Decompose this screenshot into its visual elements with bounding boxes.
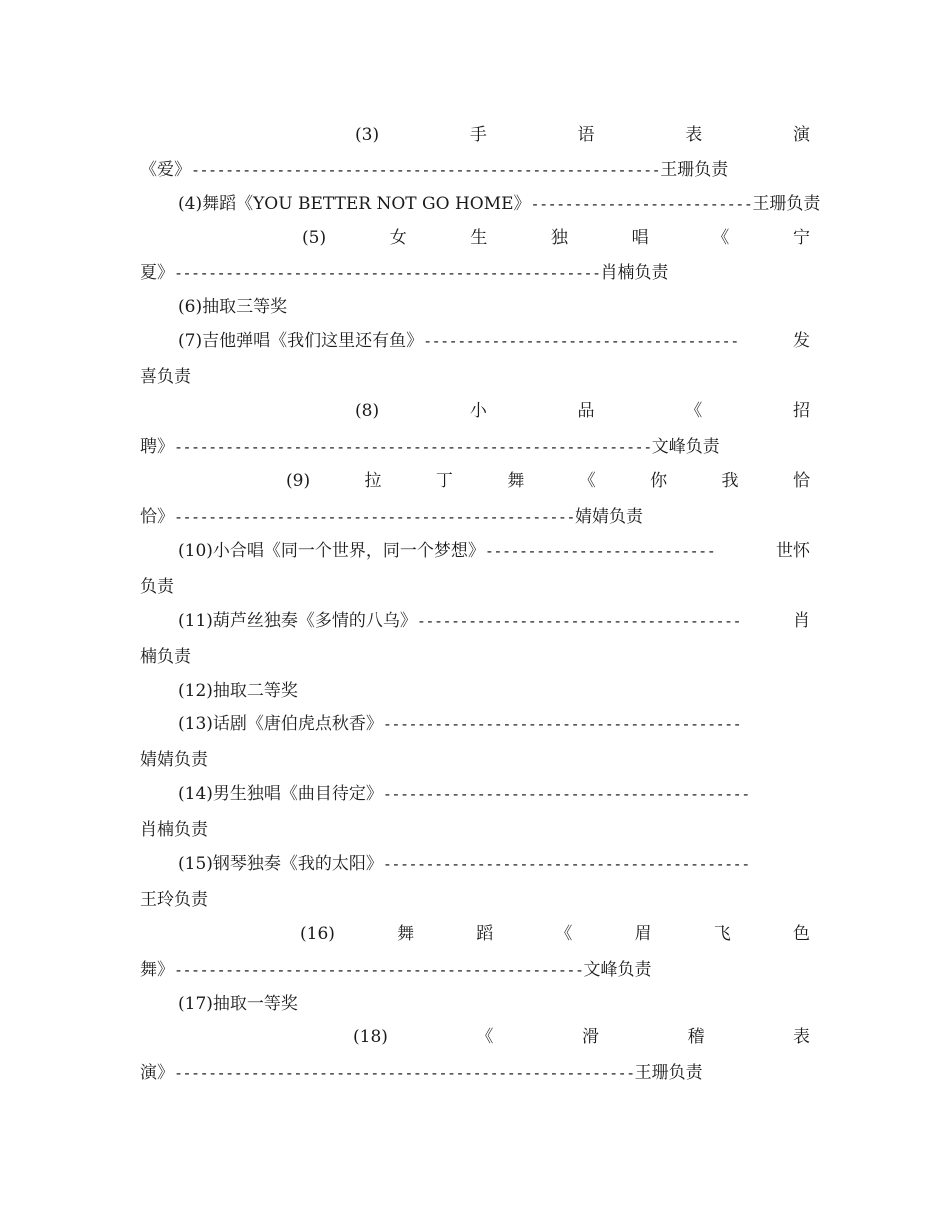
item-text: 舞》 — [140, 960, 174, 980]
item-number: (16) — [300, 924, 335, 944]
item-text: (15)钢琴独奏《我的太阳》 — [178, 854, 383, 874]
item-char: 眉 — [634, 924, 652, 944]
item-text: (14)男生独唱《曲目待定》 — [178, 784, 383, 804]
dash-leader: -------------------------------------- — [416, 612, 742, 630]
program-item-6 — [178, 292, 810, 322]
dash-leader: ------------------------------------------------ — [174, 961, 584, 979]
program-item-13-line1 — [178, 709, 810, 739]
item-text: 《爱》 — [140, 160, 191, 180]
item-char: 生 — [470, 228, 488, 248]
item-char: 语 — [577, 125, 595, 145]
program-item-3-line1 — [355, 120, 810, 150]
program-item-8-line2 — [140, 432, 810, 462]
item-owner: 楠负责 — [140, 647, 191, 667]
item-text: (6)抽取三等奖 — [178, 297, 288, 317]
dash-leader: -------------------------------------------------------- — [174, 438, 652, 456]
program-item-7-line1 — [178, 326, 810, 356]
program-item-18-line2 — [140, 1058, 810, 1088]
item-char: 舞 — [397, 924, 415, 944]
dash-leader: -------------------------------------------------- — [174, 264, 601, 282]
item-owner: 负责 — [140, 577, 174, 597]
item-text: (12)抽取二等奖 — [178, 681, 298, 701]
item-char: 丁 — [435, 471, 453, 491]
item-owner: 文峰负责 — [583, 960, 652, 980]
program-item-12 — [178, 676, 810, 706]
program-item-5-line1 — [302, 223, 810, 253]
item-char: 宁 — [792, 228, 810, 248]
item-owner: 肖楠负责 — [600, 263, 669, 283]
program-item-7-line2 — [140, 362, 810, 392]
item-number: (9) — [286, 471, 311, 491]
item-char: 我 — [721, 471, 739, 491]
item-owner: 肖 — [793, 611, 810, 631]
program-item-14-line1 — [178, 779, 810, 809]
program-item-11-line2 — [140, 642, 810, 672]
program-item-9-line2 — [140, 502, 810, 532]
item-text: (7)吉他弹唱《我们这里还有鱼》 — [178, 331, 424, 351]
program-item-15-line2 — [140, 885, 810, 915]
item-text: (13)话剧《唐伯虎点秋香》 — [178, 714, 383, 734]
program-item-5-line2 — [140, 258, 810, 288]
item-char: 独 — [551, 228, 569, 248]
item-char: 飞 — [713, 924, 731, 944]
item-char: 蹈 — [476, 924, 494, 944]
program-item-3-line2 — [140, 155, 810, 185]
item-owner: 王玲负责 — [140, 890, 208, 910]
program-item-16-line1 — [300, 919, 810, 949]
item-text: 恰》 — [140, 507, 174, 527]
item-char: 女 — [389, 228, 407, 248]
item-owner: 婧婧负责 — [574, 507, 643, 527]
item-owner: 喜负责 — [140, 367, 191, 387]
item-text: 演》 — [140, 1063, 174, 1083]
dash-leader: ------------------------------------------------------ — [174, 1064, 635, 1082]
program-item-15-line1 — [178, 849, 810, 879]
dash-leader: ------------------------------------------ — [382, 715, 742, 733]
item-owner: 肖楠负责 — [140, 820, 208, 840]
item-char: 《 — [578, 471, 596, 491]
item-char: 色 — [792, 924, 810, 944]
item-text: (17)抽取一等奖 — [178, 994, 298, 1014]
item-number: (18) — [353, 1027, 388, 1047]
item-char: 《 — [476, 1027, 494, 1047]
item-char: 舞 — [507, 471, 525, 491]
dash-leader: ------------------------------------------- — [382, 785, 750, 803]
item-number: (3) — [355, 125, 380, 145]
item-char: 稽 — [687, 1027, 705, 1047]
item-char: 表 — [792, 1027, 810, 1047]
item-text: 聘》 — [140, 437, 174, 457]
item-char: 《 — [685, 401, 703, 421]
dash-leader: --------------------------- — [484, 542, 716, 560]
item-char: 你 — [650, 471, 668, 491]
dash-leader: -------------------------- — [530, 195, 753, 213]
program-item-13-line2 — [140, 745, 810, 775]
item-char: 《 — [712, 228, 730, 248]
item-number: (8) — [355, 401, 380, 421]
dash-leader: ------------------------------------------------------- — [191, 161, 661, 179]
program-item-8-line1 — [355, 396, 810, 426]
item-char: 小 — [469, 401, 487, 421]
item-char: 招 — [792, 401, 810, 421]
item-char: 《 — [555, 924, 573, 944]
program-item-16-line2 — [140, 955, 810, 985]
item-char: 恰 — [792, 471, 810, 491]
item-text: (10)小合唱《同一个世界，同一个梦想》 — [178, 541, 485, 561]
dash-leader: ------------------------------------------- — [382, 855, 750, 873]
item-char: 演 — [792, 125, 810, 145]
item-text: 夏》 — [140, 263, 174, 283]
item-char: 唱 — [631, 228, 649, 248]
item-owner: 王珊负责 — [634, 1063, 703, 1083]
dash-leader: ----------------------------------------------- — [174, 508, 575, 526]
program-item-10-line2 — [140, 572, 810, 602]
program-item-4 — [178, 189, 821, 219]
item-text: (11)葫芦丝独奏《多情的八乌》 — [178, 611, 417, 631]
item-text: (4)舞蹈《YOU BETTER NOT GO HOME》 — [178, 194, 531, 214]
item-owner: 世怀 — [776, 541, 810, 561]
dash-leader: ------------------------------------- — [423, 332, 739, 350]
item-char: 滑 — [581, 1027, 599, 1047]
item-owner: 王珊负责 — [752, 194, 821, 214]
item-owner: 发 — [793, 331, 810, 351]
item-char: 拉 — [364, 471, 382, 491]
program-item-10-line1 — [178, 536, 810, 566]
item-owner: 婧婧负责 — [140, 750, 208, 770]
item-number: (5) — [302, 228, 327, 248]
item-char: 手 — [469, 125, 487, 145]
program-item-11-line1 — [178, 606, 810, 636]
item-char: 表 — [685, 125, 703, 145]
program-item-18-line1 — [353, 1022, 810, 1052]
item-owner: 文峰负责 — [651, 437, 720, 457]
item-char: 品 — [577, 401, 595, 421]
program-item-9-line1 — [286, 466, 810, 496]
item-owner: 王珊负责 — [660, 160, 729, 180]
program-item-14-line2 — [140, 815, 810, 845]
program-item-17 — [178, 989, 810, 1019]
